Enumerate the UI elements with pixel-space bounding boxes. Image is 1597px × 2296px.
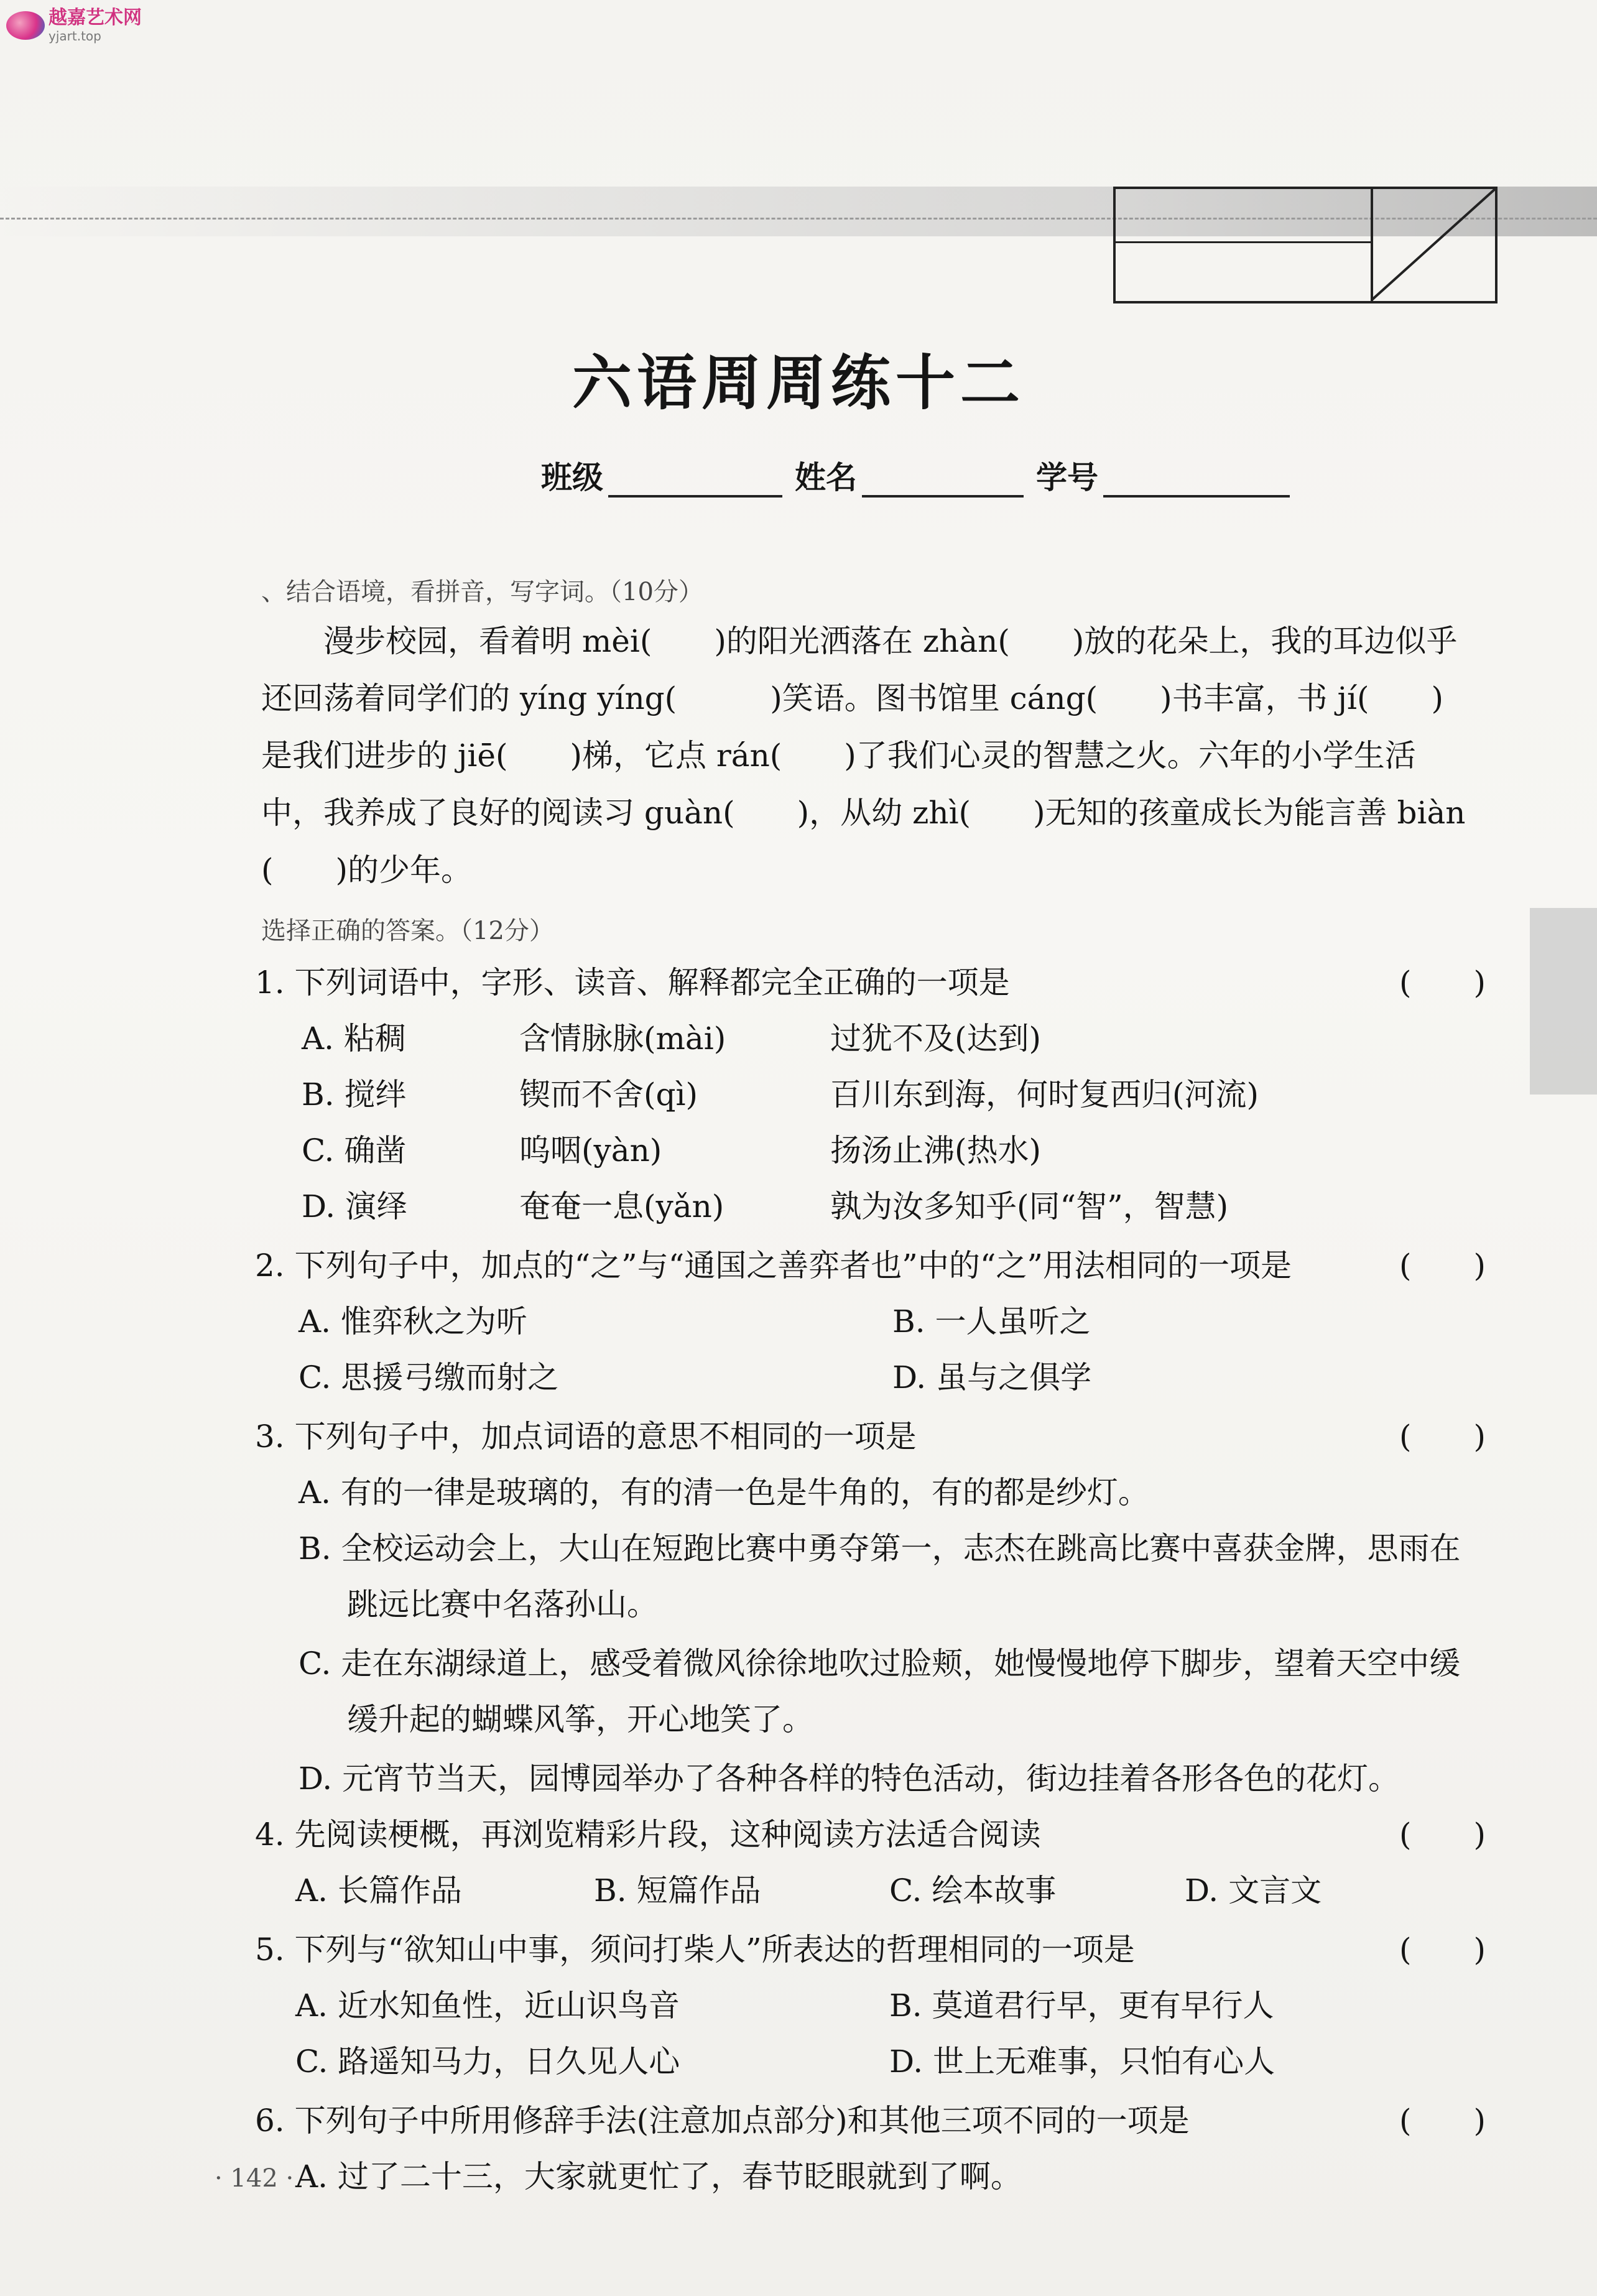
question-6-stem: 6. 下列句子中所用修辞手法(注意加点部分)和其他三项不同的一项是	[255, 2103, 1190, 2139]
scan-shadow-right	[1530, 908, 1597, 1095]
watermark-logo-icon	[6, 11, 45, 40]
q3-option-b: B. 全校运动会上，大山在短跑比赛中勇夺第一，志杰在跳高比赛中喜获金牌，思雨在	[299, 1530, 1461, 1567]
q2-option-d: D. 虽与之俱学	[892, 1359, 1092, 1396]
q3-option-c-cont: 缓升起的蝴蝶风筝，开心地笑了。	[347, 1701, 813, 1738]
passage-line: ( )的少年。	[261, 852, 473, 888]
q2-option-c: C. 思援弓缴而射之	[299, 1359, 559, 1396]
passage-line: 漫步校园，看着明 mèi( )的阳光洒落在 zhàn( )放的花朵上，我的耳边似乎	[323, 623, 1458, 659]
question-1-stem: 1. 下列词语中，字形、读音、解释都完全正确的一项是	[255, 965, 1010, 1001]
q3-option-a: A. 有的一律是玻璃的，有的清一色是牛角的，有的都是纱灯。	[299, 1474, 1149, 1511]
watermark-site-url: yjart.top	[49, 29, 101, 44]
id-field[interactable]	[1103, 466, 1290, 498]
q2-option-a: A. 惟弈秋之为听	[299, 1303, 527, 1340]
q3-option-b-cont: 跳远比赛中名落孙山。	[347, 1586, 658, 1622]
q1-option: D. 演绎	[302, 1188, 408, 1224]
passage-line: 还回荡着同学们的 yíng yíng( )笑语。图书馆里 cáng( )书丰富，书 jí( )	[261, 680, 1444, 716]
watermark	[6, 4, 142, 47]
score-box-diagonal	[1371, 189, 1495, 301]
q5-option-b: B. 莫道君行早，更有早行人	[889, 1988, 1274, 2024]
q4-option-d: D. 文言文	[1185, 1872, 1322, 1909]
q4-option-c: C. 绘本故事	[889, 1872, 1057, 1909]
section1-heading: 、结合语境，看拼音，写字词。（10分）	[261, 578, 703, 606]
class-field[interactable]	[608, 466, 782, 498]
q1-option: B. 搅绊	[302, 1076, 407, 1113]
question-3-stem: 3. 下列句子中，加点词语的意思不相同的一项是	[255, 1419, 917, 1455]
score-box	[1113, 187, 1497, 303]
page-number: · 142 ·	[215, 2164, 294, 2193]
section1-passage	[261, 613, 1517, 899]
watermark-site-name: 越嘉艺术网	[49, 7, 142, 29]
q3-option-d: D. 元宵节当天，园博园举办了各种各样的特色活动，街边挂着各形各色的花灯。	[299, 1761, 1400, 1797]
answer-paren-3[interactable]: ( )	[1399, 1419, 1486, 1455]
question-2-stem: 2. 下列句子中，加点的“之”与“通国之善弈者也”中的“之”用法相同的一项是	[255, 1248, 1292, 1284]
q1-option: A. 粘稠	[302, 1021, 406, 1057]
passage-line: 中，我养成了良好的阅读习 guàn( )，从幼 zhì( )无知的孩童成长为能言善 biàn	[261, 795, 1466, 831]
question-4-stem: 4. 先阅读梗概，再浏览精彩片段，这种阅读方法适合阅读	[255, 1817, 1041, 1853]
answer-paren-4[interactable]: ( )	[1399, 1817, 1486, 1853]
q6-option-a: A. 过了二十三，大家就更忙了，春节眨眼就到了啊。	[295, 2159, 1022, 2195]
answer-paren-6[interactable]: ( )	[1399, 2103, 1486, 2139]
question-5-stem: 5. 下列与“欲知山中事，须问打柴人”所表达的哲理相同的一项是	[255, 1932, 1135, 1968]
class-label: 班级	[541, 460, 603, 496]
q1-option: 孰为汝多知乎(同“智”，智慧)	[830, 1188, 1229, 1224]
q1-option: 奄奄一息(yǎn)	[519, 1188, 724, 1224]
q1-option: 含情脉脉(mài)	[519, 1021, 726, 1057]
name-label: 姓名	[795, 460, 857, 496]
answer-paren-1[interactable]: ( )	[1399, 965, 1486, 1001]
q2-option-b: B. 一人虽听之	[892, 1303, 1091, 1340]
q5-option-c: C. 路遥知马力，日久见人心	[295, 2044, 680, 2080]
q4-option-a: A. 长篇作品	[295, 1872, 462, 1909]
q1-option: 呜咽(yàn)	[519, 1132, 662, 1169]
answer-paren-5[interactable]: ( )	[1399, 1932, 1486, 1968]
answer-paren-2[interactable]: ( )	[1399, 1248, 1486, 1284]
page-title: 六语周周练十二	[572, 348, 1025, 418]
q3-option-c: C. 走在东湖绿道上，感受着微风徐徐地吹过脸颊，她慢慢地停下脚步，望着天空中缓	[299, 1646, 1461, 1682]
student-info	[541, 453, 1302, 498]
passage-line: 是我们进步的 jiē( )梯，它点 rán( )了我们心灵的智慧之火。六年的小学生活	[261, 738, 1416, 774]
q5-option-a: A. 近水知鱼性，近山识鸟音	[295, 1988, 680, 2024]
q1-option: 扬汤止沸(热水)	[830, 1132, 1042, 1169]
q1-option: C. 确凿	[302, 1132, 407, 1169]
q1-option: 锲而不舍(qì)	[519, 1076, 698, 1113]
q1-option: 过犹不及(达到)	[830, 1021, 1042, 1057]
q1-option: 百川东到海，何时复西归(河流)	[830, 1076, 1259, 1113]
section2-heading: 选择正确的答案。（12分）	[261, 917, 554, 945]
id-label: 学号	[1036, 460, 1098, 496]
q5-option-d: D. 世上无难事，只怕有心人	[889, 2044, 1275, 2080]
name-field[interactable]	[862, 466, 1024, 498]
q4-option-b: B. 短篇作品	[594, 1872, 761, 1909]
